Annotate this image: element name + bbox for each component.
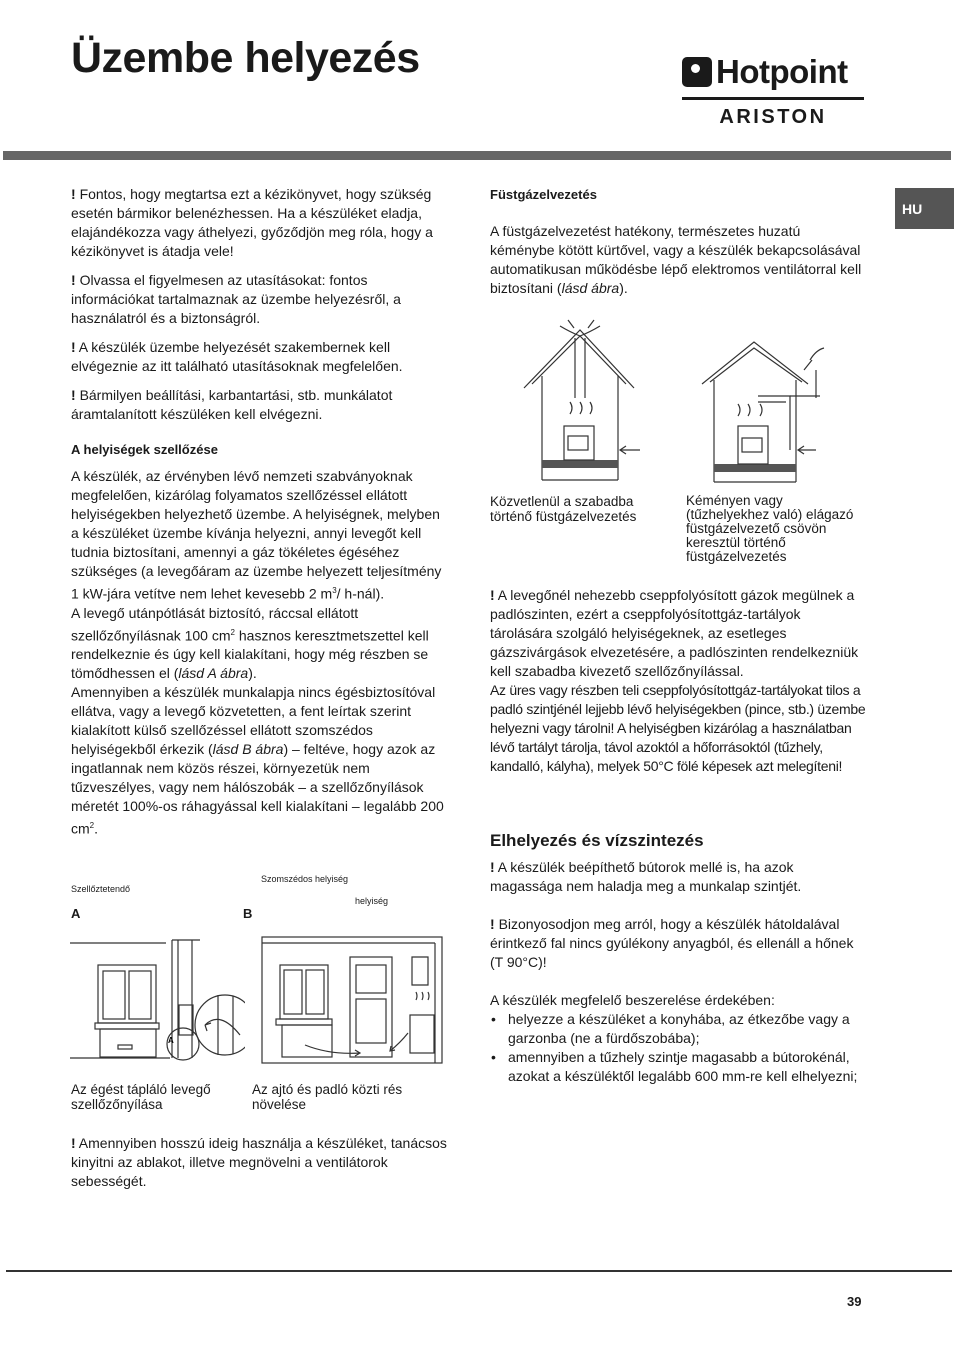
paragraph-ventilation-2: A levegő utánpótlását biztosító, ráccsal ellátott szellőzőnyílásnak 100 $cm^2$ hasznos keresztmetszettel kell rendelkeznie és úgy kell kialakítani, hogy még részben se tömődhessen el (lásd A ábra). (71, 604, 429, 682)
fig-label-room-2: helyiség (355, 896, 389, 906)
caption-flue-direct: Közvetlenül a szabadba történő füstgázelvezetés (490, 494, 637, 524)
fig-label-room: Szellőztetendő (71, 884, 131, 894)
caption-fig-b: Az ajtó és padló közti rés növelése (252, 1082, 403, 1112)
warning-mark: ! (71, 186, 76, 202)
ventilation-figure-a (70, 925, 245, 1065)
warning-mark: ! (490, 859, 495, 875)
fig-letter-b: B (243, 906, 253, 921)
right-column-top (490, 185, 866, 298)
warning-mark: ! (71, 387, 76, 403)
brand-sub: ARISTON (719, 106, 827, 128)
heading-flue: Füstgázelvezetés (490, 187, 597, 202)
warning-mark: ! (490, 916, 495, 932)
hotpoint-ariston-logo (682, 55, 864, 131)
footer-rule (6, 1270, 952, 1272)
paragraph-unplugged: ! Bármilyen beállítási, karbantartási, stb. munkálatot áramtalanított készüléken kell elvégezni. (71, 387, 393, 422)
left-column (71, 185, 447, 839)
caption-fig-a: Az égést tápláló levegő szellőzőnyílása (71, 1082, 211, 1112)
paragraph-placement-2: ! Bizonyosodjon meg arról, hogy a készülék hátoldalával érintkező fal nincs gyúlékony anyagból, és ellenáll a hőnek (T 90°C)! (490, 916, 854, 970)
right-column-lpg (490, 586, 866, 776)
paragraph-placement-3: A készülék megfelelő beszerelése érdekében: (490, 992, 775, 1008)
flue-figure-chimney (698, 340, 838, 488)
warning-mark: ! (490, 587, 495, 603)
paragraph-flue: A füstgázelvezetést hatékony, természetes huzatú kéménybe kötött kürtővel, vagy a készülék bekapcsolásával automatikusan működésbe lépő elektromos ventilátorral kell biztosítani (lásd ábra). (490, 223, 862, 296)
language-tab: HU (895, 188, 954, 229)
heading-ventilation: A helyiségek szellőzése (71, 442, 218, 457)
paragraph-lpg-1: ! A levegőnél nehezebb cseppfolyósított gázok megülnek a padlószinten, ezért a cseppfolyósítottgáz-tartályok tárolására szolgáló helyiségeknek, az esetleges gázszivárgások elvezetésére, a padlószinten rendelkezniük kell szabadba kivezető szellőzőnyílással. (490, 587, 859, 679)
paragraph-ventilation-3: Amennyiben a készülék munkalapja nincs égésbiztosítóval ellátva, vagy a levegő közvetetten, a fent leírtak szerint kialakított külső szellőzéssel ellátott szomszédos helyiségekből érkezik (lásd B ábra) – feltéve, hogy azok az ingatlannak nem közös részei, környezetük nem tűzveszélyes, vagy nem hálószobák – a szellőzőnyílások méretét 100%-os ráhagyással kell kialakítani – legalább 200 $cm^2$. (71, 684, 444, 837)
page-number: 39 (847, 1294, 862, 1309)
placement-list (490, 1010, 866, 1086)
paragraph-professional: ! A készülék üzembe helyezését szakembernek kell elvégeznie az itt található utasításoknak megfelelően. (71, 339, 403, 374)
warning-mark: ! (71, 272, 76, 288)
warning-mark: ! (71, 1135, 76, 1151)
brand-name: Hotpoint (716, 53, 848, 90)
fig-letter-a: A (71, 906, 81, 921)
right-column-placement (490, 831, 866, 1086)
list-item: • amennyiben a tűzhely szintje magasabb a bútorokénál, azokat a készüléktől legalább 600 mm-re kell elhelyezni; (490, 1048, 866, 1086)
paragraph-long-use: ! Amennyiben hosszú ideig használja a készüléket, tanácsos kinyitni az ablakot, illetve megnövelni a ventilátorok sebességét. (71, 1135, 447, 1189)
paragraph-read-instructions: ! Olvassa el figyelmesen az utasításokat: fontos információkat tartalmaznak az üzembe helyezésről, a használatról és a biztonságról. (71, 272, 401, 326)
paragraph-placement-1: ! A készülék beépíthető bútorok mellé is, ha azok magassága nem haladja meg a munkalap szintjét. (490, 859, 802, 894)
list-item: • helyezze a készüléket a konyhába, az étkezőbe vagy a garzonba (ne a fürdőszobába); (490, 1010, 866, 1048)
brand-mark-icon (682, 57, 712, 87)
caption-flue-chimney: Kéményen vagy (tűzhelyekhez való) elágazó füstgázelvezető csövön keresztül történő füstgázelvezetés (686, 493, 854, 564)
header-bar (3, 151, 951, 160)
fig-small-a: A (168, 1036, 174, 1045)
paragraph-ventilation-1: A készülék, az érvényben lévő nemzeti szabványoknak megfelelően, kizárólag folyamatos szellőzéssel ellátott helyiségekben helyezhető üzembe. A helyiségnek, melyben a készüléket üzembe kívánja helyezni, annyi levegőt kell tudnia biztosítani, amennyi a gáz tökéletes égéséhez szükséges (a levegőáram az üzembe helyezett teljesítmény 1 kW-jára vetítve nem lehet kevesebb 2 $m^3/$ h-nál). (71, 468, 442, 602)
logo-divider (682, 97, 864, 100)
ventilation-figure-b (260, 925, 445, 1065)
paragraph-keep-manual: ! Fontos, hogy megtartsa ezt a kézikönyvet, hogy szükség esetén bármikor belenézhessen. Ha a készüléket eladja, elajándékozza vagy áthelyezi, győződjön meg róla, hogy a kézikönyvet is átadja vele! (71, 186, 433, 259)
paragraph-lpg-2: Az üres vagy részben teli cseppfolyósítottgáz-tartályokat tilos a padló szintjénél lejjebb lévő helyiségekben (pince, stb.) üzembe helyezni vagy tárolni! A helyiségben kizárólag a használatban lévő tartályt tárolja, távol azoktól a hőforrásoktól (tűzhely, kandalló, kályha), melyek 50°C fölé képesek azt melegíteni! (490, 682, 866, 774)
flue-figure-direct (520, 318, 640, 486)
warning-mark: ! (71, 339, 76, 355)
heading-placement: Elhelyezés és vízszintezés (490, 831, 704, 850)
page-title: Üzembe helyezés (71, 34, 420, 82)
fig-label-neighbour-room: Szomszédos helyiség (261, 874, 349, 884)
